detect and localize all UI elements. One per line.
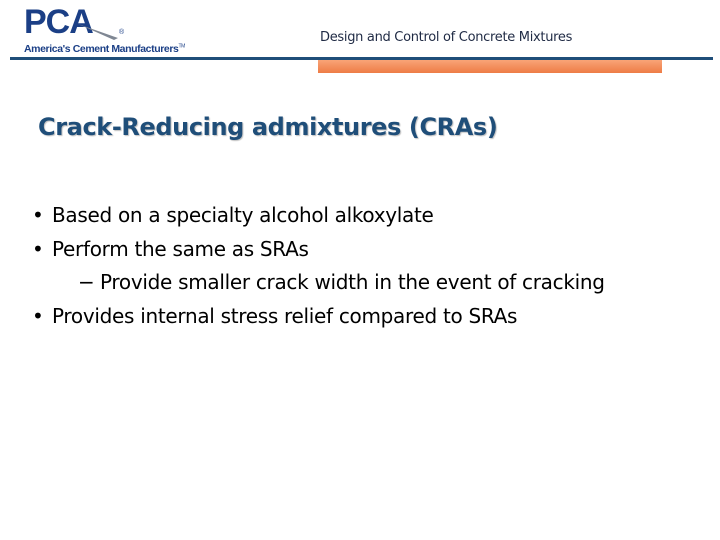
bullet-glyph: • xyxy=(32,237,44,261)
bullet-text: Based on a specialty alcohol alkoxylate xyxy=(52,203,434,227)
sub-bullet-item xyxy=(55,266,610,299)
header-accent-bar xyxy=(318,60,662,73)
logo-swoosh-icon xyxy=(58,18,128,44)
bullet-text: Provides internal stress relief compared to SRAs xyxy=(52,304,518,328)
slide-title: Crack-Reducing admixtures (CRAs) xyxy=(38,113,498,141)
bullet-item xyxy=(32,232,672,266)
pca-logo xyxy=(24,5,194,57)
bullet-item xyxy=(32,299,672,333)
sub-bullet-glyph: − xyxy=(78,270,95,294)
bullet-text: Perform the same as SRAs xyxy=(52,237,309,261)
bullet-glyph: • xyxy=(32,304,44,328)
bullet-item xyxy=(32,198,672,232)
logo-tagline: America's Cement Manufacturers™ xyxy=(24,43,185,55)
sub-bullet-text: Provide smaller crack width in the event of cracking xyxy=(100,270,605,294)
document-title: Design and Control of Concrete Mixtures xyxy=(320,30,573,45)
trademark-mark: TM xyxy=(178,43,185,50)
logo-wordmark: PCA xyxy=(24,3,93,41)
registered-mark: ® xyxy=(119,29,125,36)
bullet-list xyxy=(32,198,672,333)
bullet-glyph: • xyxy=(32,203,44,227)
